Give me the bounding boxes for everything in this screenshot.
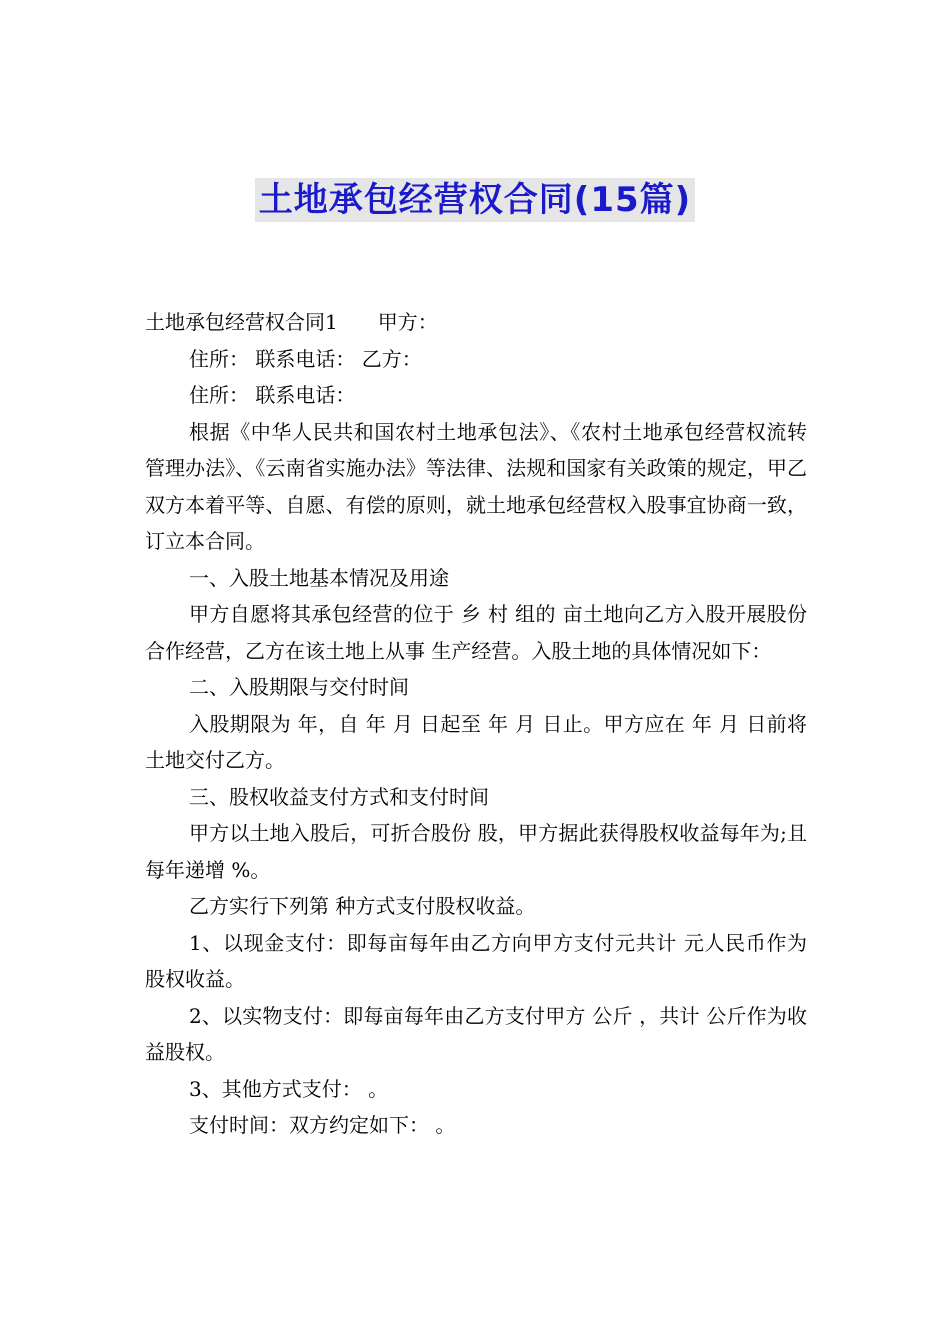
- document-body: [145, 304, 807, 1144]
- paragraph-land-info: 甲方自愿将其承包经营的位于 乡 村 组的 亩土地向乙方入股开展股份合作经营，乙方在该土地上从事 生产经营。入股土地的具体情况如下：: [145, 602, 807, 663]
- paragraph-shares: 甲方以土地入股后，可折合股份 股，甲方据此获得股权收益每年为;且每年递增 %。: [145, 821, 807, 882]
- paragraph-in-kind-payment: 2、以实物支付：即每亩每年由乙方支付甲方 公斤 ，共计 公斤作为收益股权。: [145, 1003, 807, 1064]
- paragraph-payment-method-intro: 乙方实行下列第 种方式支付股权收益。: [189, 894, 536, 918]
- paragraph-cash-payment: 1、以现金支付：即每亩每年由乙方向甲方支付元共计 元人民币作为股权收益。: [145, 930, 807, 991]
- title-container: [0, 178, 950, 222]
- document-title: 土地承包经营权合同(15篇): [255, 178, 695, 222]
- section-heading-2: 二、入股期限与交付时间: [189, 675, 409, 699]
- paragraph-payment-time: 支付时间：双方约定如下： 。: [189, 1113, 456, 1137]
- paragraph-term: 入股期限为 年，自 年 月 日起至 年 月 日止。甲方应在 年 月 日前将土地交付乙方。: [145, 711, 807, 772]
- section-heading-1: 一、入股土地基本情况及用途: [189, 565, 449, 590]
- paragraph-legal-basis: 根据《中华人民共和国农村土地承包法》、《农村土地承包经营权流转管理办法》、《云南省实施办法》等法律、法规和国家有关政策的规定，甲乙双方本着平等、自愿、有偿的原则，就土地承包经营权入股事宜协商一致，订立本合同。: [145, 419, 807, 553]
- section-heading-3: 三、股权收益支付方式和支付时间: [189, 784, 489, 809]
- paragraph-party-b-address: 住所： 联系电话：: [189, 383, 356, 407]
- paragraph-other-payment: 3、其他方式支付： 。: [189, 1076, 389, 1101]
- paragraph-contract-heading: 土地承包经营权合同1 甲方：: [145, 310, 438, 334]
- paragraph-party-a-address: 住所： 联系电话： 乙方：: [189, 346, 422, 371]
